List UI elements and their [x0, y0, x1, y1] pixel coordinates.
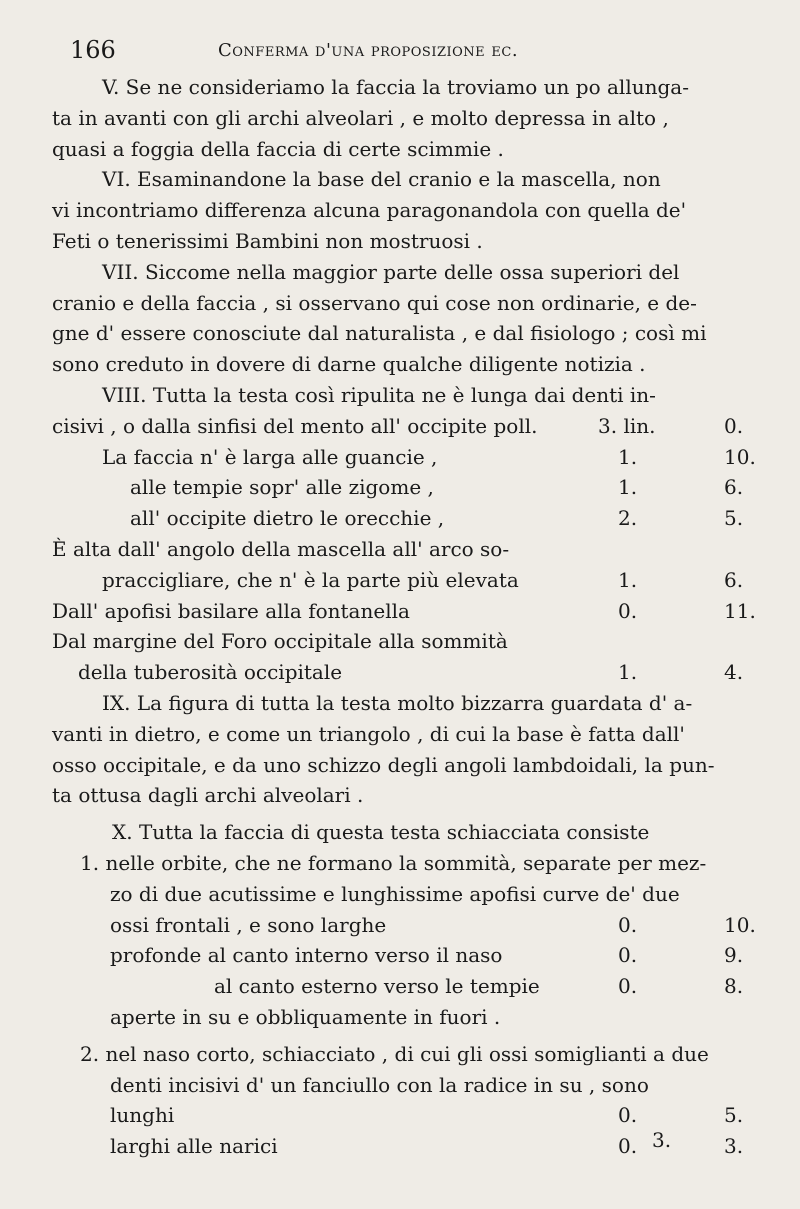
text-line: ta in avanti con gli archi alveolari , e molto depressa in alto ,	[52, 105, 669, 130]
measure-lines: 10.	[724, 912, 756, 937]
measure-lines: 6.	[724, 567, 744, 592]
text-line: cranio e della faccia , si osservano qui cose non ordinarie, e de-	[52, 290, 697, 315]
text-line: Feti o tenerissimi Bambini non mostruosi .	[52, 228, 483, 253]
measure-inches: 2.	[618, 506, 638, 531]
measure-lines: 6.	[724, 475, 744, 500]
measure-label: della tuberosità occipitale	[78, 660, 343, 685]
measure-row	[52, 657, 766, 688]
text-line: ta ottusa dagli archi alveolari .	[52, 783, 364, 808]
measure-label: profonde al canto interno verso il naso	[110, 943, 503, 968]
measure-lines: 11.	[724, 598, 756, 623]
measure-lines: 10.	[724, 444, 756, 469]
measure-label: all' occipite dietro le orecchie ,	[130, 506, 445, 531]
text-line: VIII. Tutta la testa così ripulita ne è lunga dai denti in-	[102, 382, 656, 407]
text-line: 1. nelle orbite, che ne formano la sommità, separate per mez-	[80, 850, 707, 875]
measure-inches: 1.	[618, 475, 638, 500]
text-line: X. Tutta la faccia di questa testa schiacciata consiste	[112, 820, 650, 845]
measure-row	[52, 565, 766, 596]
measure-label: È alta dall' angolo della mascella all' arco so-	[52, 536, 510, 561]
running-title: Conferma d'una proposizione ec.	[218, 40, 519, 61]
measure-row	[52, 503, 766, 534]
catchword: 3.	[652, 1128, 672, 1152]
measure-row	[52, 596, 766, 627]
measure-row	[52, 534, 766, 565]
text-line: aperte in su e obbliquamente in fuori .	[110, 1004, 501, 1029]
text-line: IX. La figura di tutta la testa molto bizzarra guardata d' a-	[102, 690, 693, 715]
measure-label: lunghi	[110, 1103, 175, 1128]
measure-inches: 0.	[618, 943, 638, 968]
measure-label: alle tempie sopr' alle zigome ,	[130, 475, 434, 500]
measure-inches: 1.	[618, 444, 638, 469]
text-line: VI. Esaminandone la base del cranio e la mascella, non	[102, 167, 661, 192]
measure-row	[52, 442, 766, 473]
measure-inches: 1.	[618, 567, 638, 592]
measure-label: larghi alle narici	[110, 1134, 278, 1159]
measure-inches: 3. lin.	[598, 413, 656, 438]
page-header	[70, 36, 770, 68]
measure-row	[52, 626, 766, 657]
measure-lines: 4.	[724, 660, 744, 685]
measure-label: Dall' apofisi basilare alla fontanella	[52, 598, 410, 623]
measure-lines: 5.	[724, 1103, 744, 1128]
text-line: denti incisivi d' un fanciullo con la radice in su , sono	[110, 1072, 649, 1097]
measure-lines: 3.	[724, 1134, 744, 1159]
measure-lines: 5.	[724, 506, 744, 531]
text-line: gne d' essere conosciute dal naturalista , e dal fisiologo ; così mi	[52, 321, 707, 346]
measure-label: al canto esterno verso le tempie	[214, 974, 540, 999]
measure-row	[52, 411, 766, 442]
text-line: V. Se ne consideriamo la faccia la troviamo un po allunga-	[102, 75, 689, 99]
measure-inches: 1.	[618, 660, 638, 685]
measure-lines: 0.	[724, 413, 744, 438]
text-line: vi incontriamo differenza alcuna paragonandola con quella de'	[52, 198, 687, 223]
text-line: VII. Siccome nella maggior parte delle ossa superiori del	[102, 259, 680, 284]
text-line: quasi a foggia della faccia di certe scimmie .	[52, 136, 504, 161]
measure-lines: 9.	[724, 943, 744, 968]
page-number: 166	[70, 36, 116, 64]
page-body	[52, 72, 766, 1162]
measure-row	[52, 971, 766, 1002]
measure-label: La faccia n' è larga alle guancie ,	[102, 444, 438, 469]
text-line: 2. nel naso corto, schiacciato , di cui gli ossi somiglianti a due	[80, 1041, 709, 1066]
measure-label: cisivi , o dalla sinfisi del mento all' occipite poll.	[52, 413, 538, 438]
measure-row	[52, 910, 766, 941]
measure-row	[52, 472, 766, 503]
measure-inches: 0.	[618, 1134, 638, 1159]
measure-inches: 0.	[618, 974, 638, 999]
text-line: sono creduto in dovere di darne qualche diligente notizia .	[52, 352, 646, 377]
measure-lines: 8.	[724, 974, 744, 999]
measure-label: Dal margine del Foro occipitale alla sommità	[52, 629, 508, 654]
measure-row	[52, 940, 766, 971]
measure-label: ossi frontali , e sono larghe	[110, 912, 387, 937]
text-line: vanti in dietro, e come un triangolo , di cui la base è fatta dall'	[52, 721, 685, 746]
text-line: osso occipitale, e da uno schizzo degli angoli lambdoidali, la pun-	[52, 752, 715, 777]
text-line: zo di due acutissime e lunghissime apofisi curve de' due	[110, 881, 680, 906]
measure-inches: 0.	[618, 1103, 638, 1128]
measure-row	[52, 1100, 766, 1131]
measure-inches: 0.	[618, 912, 638, 937]
measure-inches: 0.	[618, 598, 638, 623]
measure-label: praccigliare, che n' è la parte più elevata	[102, 567, 519, 592]
